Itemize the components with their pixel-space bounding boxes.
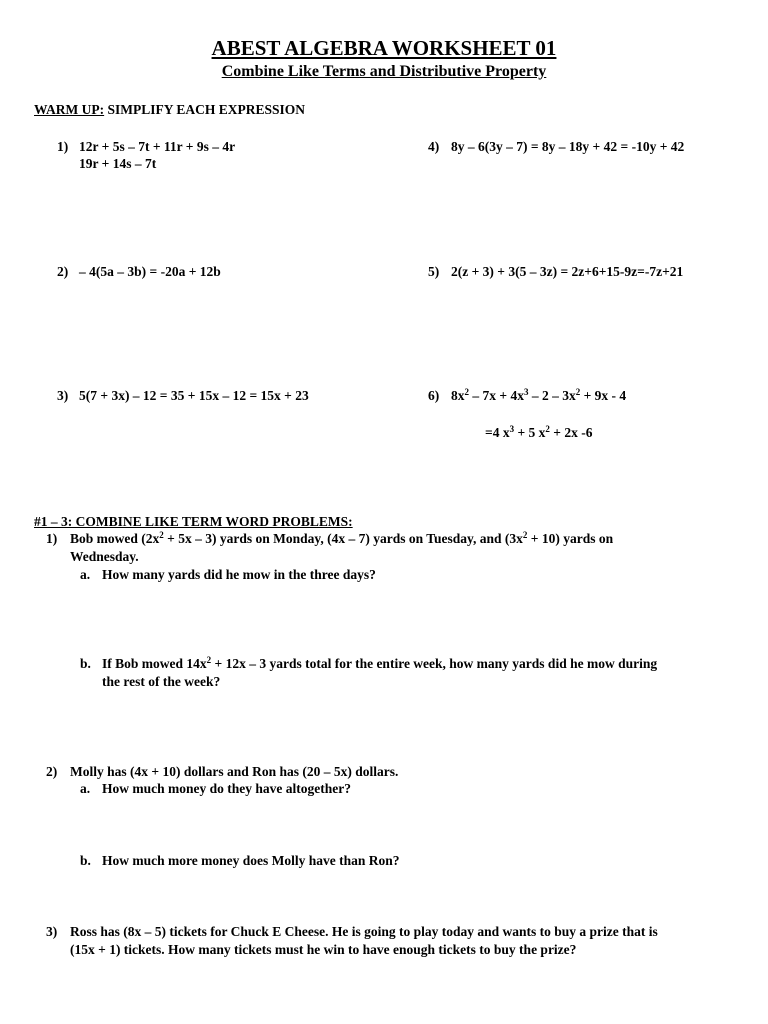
warmup-instructions: SIMPLIFY EACH EXPRESSION <box>107 102 306 117</box>
word-problem-2b-question: How much more money does Molly have than Ron? <box>102 853 400 868</box>
warmup-problem-1-answer: 19r + 14s – 7t <box>79 156 157 171</box>
word-problem-2-text: Molly has (4x + 10) dollars and Ron has (20 – 5x) dollars. <box>70 764 399 779</box>
warmup-problem-1-expression: 12r + 5s – 7t + 11r + 9s – 4r <box>79 139 236 154</box>
word-problem-2a-question: How much money do they have altogether? <box>102 781 351 796</box>
word-problem-1-text-line2: Wednesday. <box>70 549 139 564</box>
warmup-problem-2-expression: – 4(5a – 3b) = -20a + 12b <box>79 264 221 279</box>
word-problem-1a-label: a. <box>80 567 91 582</box>
word-problems-heading: #1 – 3: COMBINE LIKE TERM WORD PROBLEMS: <box>34 514 353 529</box>
word-problem-3-text: Ross has (8x – 5) tickets for Chuck E Cheese. He is going to play today and wants to buy a prize that is <box>70 924 658 939</box>
word-problem-1-text: Bob mowed $(2x^2 + 5x - 3)$ yards on Monday, (4x – 7) yards on Tuesday, and $(3x^2 + 10)$ yards on <box>70 530 614 546</box>
word-problem-3-text-line2: (15x + 1) tickets. How many tickets must he win to have enough tickets to buy the prize? <box>70 942 577 957</box>
warmup-problem-2-number: 2) <box>57 264 69 279</box>
warmup-label: WARM UP: <box>34 102 105 117</box>
warmup-problem-6-expression: $8x^2 - 7x + 4x^3 - 2 - 3x^2 + 9x - 4$ <box>451 387 627 403</box>
warmup-problem-5-expression: 2(z + 3) + 3(5 – 3z) = 2z+6+15-9z=-7z+21 <box>451 264 684 279</box>
worksheet-subtitle: Combine Like Terms and Distributive Property <box>221 63 547 80</box>
warmup-heading <box>34 101 305 118</box>
worksheet-title: ABEST ALGEBRA WORKSHEET 01 <box>211 36 557 60</box>
warmup-problem-3-number: 3) <box>57 388 69 403</box>
word-problem-1a-question: How many yards did he mow in the three days? <box>102 567 376 582</box>
word-problem-1b-label: b. <box>80 656 91 671</box>
warmup-problem-5-number: 5) <box>428 264 440 279</box>
word-problem-2b-label: b. <box>80 853 91 868</box>
word-problem-2a-label: a. <box>80 781 91 796</box>
word-problem-1b-question-line2: the rest of the week? <box>102 674 221 689</box>
word-problem-2-number: 2) <box>46 764 58 779</box>
word-problem-1b-question: If Bob mowed $14x^2 + 12x - 3$ yards total for the entire week, how many yards did he mow during <box>102 655 658 671</box>
warmup-problem-6-answer: =4 $x^3 + 5$ $x^2 + 2x$ -6 <box>485 424 593 440</box>
warmup-problem-4-number: 4) <box>428 139 440 154</box>
warmup-problem-1-number: 1) <box>57 139 69 154</box>
warmup-problem-6-number: 6) <box>428 388 440 403</box>
warmup-problem-4-expression: 8y – 6(3y – 7) = 8y – 18y + 42 = -10y + 42 <box>451 139 685 154</box>
word-problem-3-number: 3) <box>46 924 58 939</box>
warmup-problem-3-expression: 5(7 + 3x) – 12 = 35 + 15x – 12 = 15x + 23 <box>79 388 309 403</box>
word-problem-1-number: 1) <box>46 531 58 546</box>
